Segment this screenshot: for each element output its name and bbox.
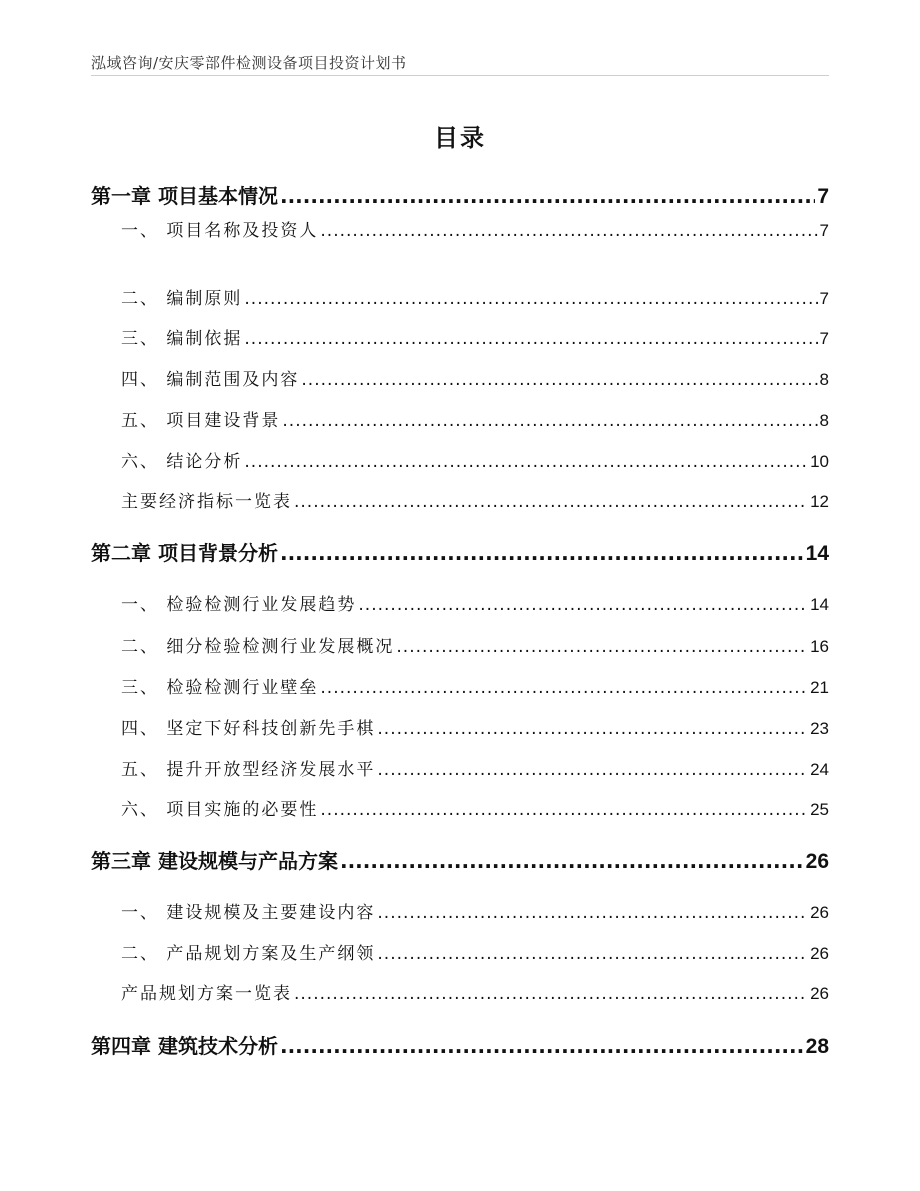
toc-entry-label: 三、 编制依据 <box>121 329 243 349</box>
toc-chapter-entry[interactable] <box>91 184 829 208</box>
toc-section-entry[interactable] <box>121 901 829 925</box>
toc-dot-leader <box>377 942 808 966</box>
toc-dot-leader <box>396 635 808 659</box>
toc-dot-leader <box>244 287 817 311</box>
toc-dot-leader <box>320 219 817 243</box>
toc-page-number: 23 <box>810 719 829 738</box>
toc-dot-leader <box>340 849 804 873</box>
toc-page-number: 14 <box>810 595 829 614</box>
toc-page-number: 12 <box>810 492 829 511</box>
toc-dot-leader <box>294 982 808 1006</box>
toc-dot-leader <box>244 327 817 351</box>
toc-section-entry[interactable] <box>121 942 829 966</box>
toc-dot-leader <box>320 676 808 700</box>
toc-section-entry[interactable] <box>121 327 829 351</box>
toc-entry-label: 第三章 建设规模与产品方案 <box>91 849 338 873</box>
toc-entry-label: 五、 提升开放型经济发展水平 <box>121 760 376 780</box>
toc-entry-label: 产品规划方案一览表 <box>121 984 292 1004</box>
toc-dot-leader <box>280 1034 804 1058</box>
toc-chapter-entry[interactable] <box>91 541 829 565</box>
toc-dot-leader <box>377 901 808 925</box>
toc-dot-leader <box>294 490 808 514</box>
toc-section-entry[interactable] <box>121 717 829 741</box>
toc-page-number: 25 <box>810 800 829 819</box>
page-header: 泓域咨询/安庆零部件检测设备项目投资计划书 <box>91 54 407 72</box>
toc-dot-leader <box>282 409 817 433</box>
toc-dot-leader <box>280 541 804 565</box>
toc-section-entry[interactable] <box>121 287 829 311</box>
toc-title: 目录 <box>434 124 486 152</box>
toc-entry-label: 第一章 项目基本情况 <box>91 184 278 208</box>
toc-entry-label: 六、 结论分析 <box>121 452 243 472</box>
toc-dot-leader <box>244 450 808 474</box>
toc-entry-label: 第二章 项目背景分析 <box>91 541 278 565</box>
toc-entry-label: 五、 项目建设背景 <box>121 411 281 431</box>
toc-entry-label: 四、 坚定下好科技创新先手棋 <box>121 719 376 739</box>
toc-section-entry[interactable] <box>121 635 829 659</box>
header-divider <box>91 75 829 76</box>
toc-table-entry[interactable] <box>121 490 829 514</box>
toc-section-entry[interactable] <box>121 593 829 617</box>
toc-page-number: 26 <box>810 903 829 922</box>
toc-dot-leader <box>358 593 808 617</box>
toc-entry-label: 第四章 建筑技术分析 <box>91 1034 278 1058</box>
toc-page-number: 8 <box>819 411 829 430</box>
toc-entry-label: 四、 编制范围及内容 <box>121 370 300 390</box>
toc-page-number: 16 <box>810 637 829 656</box>
toc-section-entry[interactable] <box>121 409 829 433</box>
toc-page-number: 26 <box>805 850 829 873</box>
toc-entry-label: 六、 项目实施的必要性 <box>121 800 319 820</box>
toc-page-number: 28 <box>805 1035 829 1058</box>
toc-page-number: 26 <box>810 944 829 963</box>
toc-page-number: 7 <box>817 185 829 208</box>
toc-entry-label: 一、 检验检测行业发展趋势 <box>121 595 357 615</box>
toc-dot-leader <box>280 184 815 208</box>
toc-page-number: 8 <box>819 370 829 389</box>
toc-page-number: 14 <box>805 542 829 565</box>
toc-page-number: 21 <box>810 678 829 697</box>
toc-section-entry[interactable] <box>121 368 829 392</box>
toc-dot-leader <box>301 368 817 392</box>
toc-page-number: 7 <box>819 289 829 308</box>
toc-page-number: 26 <box>810 984 829 1003</box>
toc-section-entry[interactable] <box>121 219 829 243</box>
toc-section-entry[interactable] <box>121 676 829 700</box>
toc-page-number: 7 <box>819 221 829 240</box>
toc-chapter-entry[interactable] <box>91 1034 829 1058</box>
toc-page-number: 24 <box>810 760 829 779</box>
toc-entry-label: 二、 编制原则 <box>121 289 243 309</box>
toc-page-number: 10 <box>810 452 829 471</box>
toc-entry-label: 主要经济指标一览表 <box>121 492 292 512</box>
toc-entry-label: 一、 项目名称及投资人 <box>121 221 319 241</box>
toc-section-entry[interactable] <box>121 798 829 822</box>
toc-entry-label: 三、 检验检测行业壁垒 <box>121 678 319 698</box>
toc-table-entry[interactable] <box>121 982 829 1006</box>
toc-dot-leader <box>320 798 808 822</box>
toc-entry-label: 一、 建设规模及主要建设内容 <box>121 903 376 923</box>
toc-section-entry[interactable] <box>121 450 829 474</box>
toc-chapter-entry[interactable] <box>91 849 829 873</box>
toc-entry-label: 二、 产品规划方案及生产纲领 <box>121 944 376 964</box>
toc-page-number: 7 <box>819 329 829 348</box>
toc-section-entry[interactable] <box>121 758 829 782</box>
toc-dot-leader <box>377 758 808 782</box>
toc-dot-leader <box>377 717 808 741</box>
toc-entry-label: 二、 细分检验检测行业发展概况 <box>121 637 395 657</box>
